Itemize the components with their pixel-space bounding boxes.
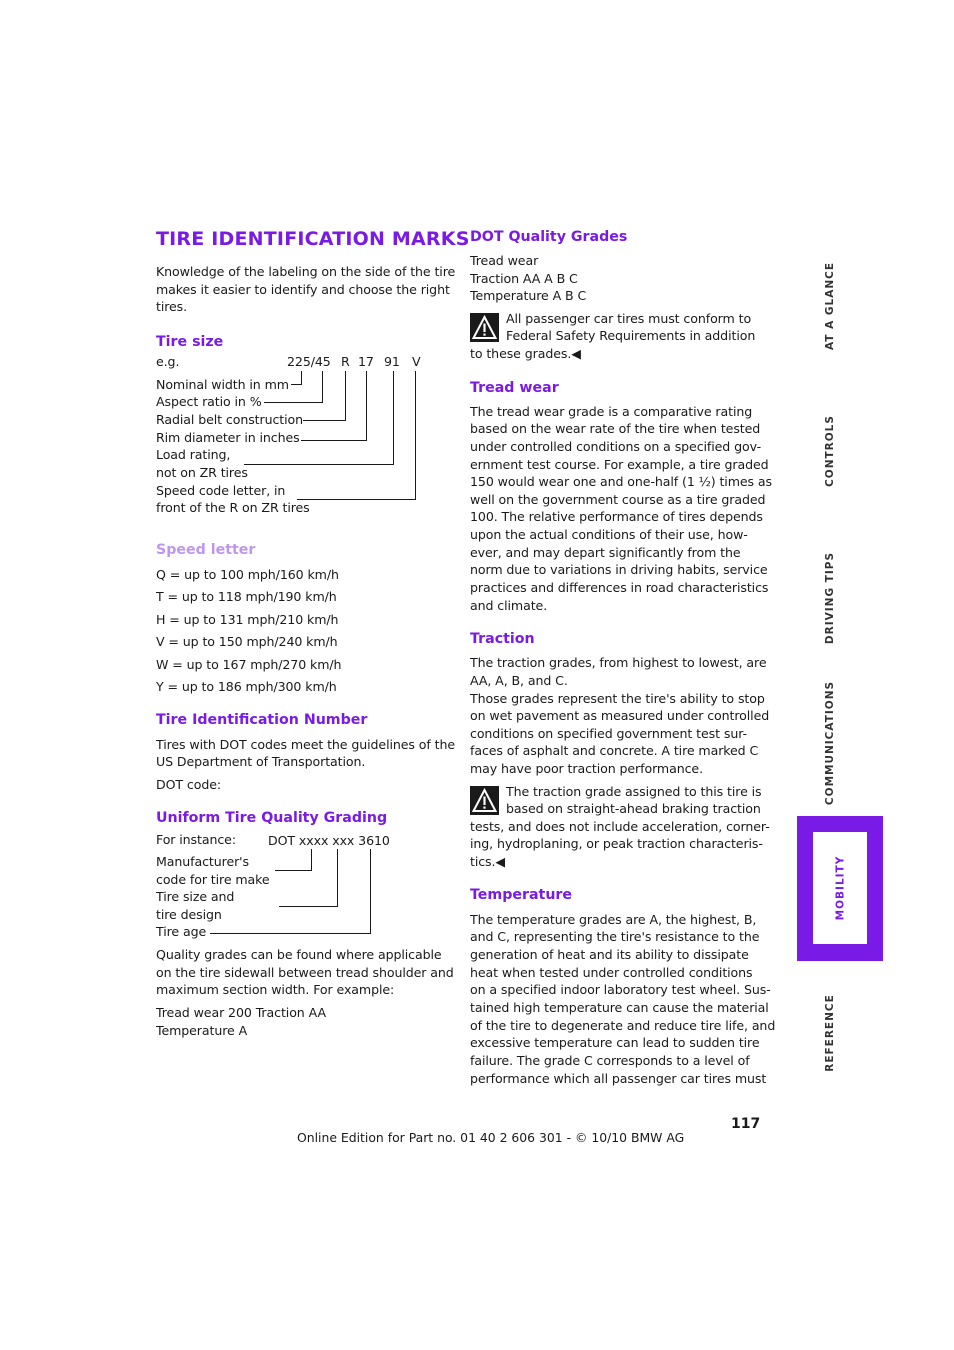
label-aspect-ratio: Aspect ratio in % (156, 394, 262, 409)
traction-warning-line: based on straight-ahead braking traction (506, 801, 761, 816)
speed-item: T = up to 118 mph/190 km/h (156, 589, 337, 604)
utqg-label: Tire age (156, 924, 207, 939)
tread-wear-line: norm due to variations in driving habits, service (470, 562, 768, 577)
utqg-for-instance: For instance: (156, 832, 236, 847)
tire-size-code-load: 91 (384, 354, 400, 369)
tread-wear-line: under controlled conditions on a specified gov- (470, 439, 762, 454)
page-number: 117 (731, 1116, 761, 1132)
tread-wear-line: The tread wear grade is a comparative rating (470, 404, 753, 419)
tire-size-code-rim: 17 (358, 354, 374, 369)
sidebar-tab-communications[interactable] (800, 678, 860, 808)
traction-line: AA, A, B, and C. (470, 673, 568, 688)
tread-wear-line: practices and differences in road characteristics (470, 580, 769, 595)
tread-wear-heading: Tread wear (470, 380, 559, 396)
tire-size-code-r: R (341, 354, 350, 369)
bracket-line (393, 371, 394, 465)
bracket-line (291, 384, 302, 385)
tin-heading: Tire Identification Number (156, 712, 368, 728)
utqg-label: tire design (156, 907, 222, 922)
bracket-line (366, 371, 367, 441)
temperature-line: on a specified indoor laboratory test wheel. Sus- (470, 982, 771, 997)
dot-code-label: DOT code: (156, 777, 222, 792)
bracket-line (303, 420, 346, 421)
bracket-line (297, 499, 416, 500)
temperature-line: generation of heat and its ability to dissipate (470, 947, 749, 962)
temperature-line: heat when tested under controlled conditions (470, 965, 753, 980)
traction-line: Those grades represent the tire's ability to stop (470, 691, 765, 706)
temperature-line: and C, representing the tire's resistance to the (470, 929, 760, 944)
tire-size-heading: Tire size (156, 334, 224, 350)
temperature-line: performance which all passenger car tires must (470, 1071, 767, 1086)
footer-text: Online Edition for Part no. 01 40 2 606 301 - © 10/10 BMW AG (297, 1130, 685, 1145)
label-load: Load rating, (156, 447, 231, 462)
dot-quality-line: Temperature A B C (470, 288, 587, 303)
sidebar-tab-label: CONTROLS (824, 415, 837, 487)
traction-warning-line: ing, hydroplaning, or peak traction characteris- (470, 836, 763, 851)
dot-quality-heading: DOT Quality Grades (470, 229, 628, 245)
tread-wear-line: upon the actual conditions of their use, how- (470, 527, 748, 542)
sidebar-tab-label: MOBILITY (834, 855, 846, 921)
temperature-line: The temperature grades are A, the highest, B, (470, 912, 757, 927)
warning-triangle-icon (470, 786, 499, 815)
dot-warning-line: All passenger car tires must conform to (506, 311, 752, 326)
traction-warning-line: tests, and does not include acceleration, corner- (470, 819, 770, 834)
speed-item: V = up to 150 mph/240 km/h (156, 634, 338, 649)
bracket-line (415, 371, 416, 500)
sidebar-tab-driving-tips[interactable] (800, 540, 860, 655)
tire-size-eg: e.g. (156, 354, 180, 369)
tin-line-2: US Department of Transportation. (156, 754, 366, 769)
bracket-line (370, 849, 371, 934)
tire-size-code-width: 225/45 (287, 354, 331, 369)
sidebar-tab-label: COMMUNICATIONS (824, 680, 836, 806)
speed-letter-heading: Speed letter (156, 542, 256, 558)
dot-quality-line: Traction AA A B C (470, 271, 578, 286)
sidebar-tab-mobility[interactable] (813, 832, 867, 944)
sidebar-tab-label: AT A GLANCE (824, 261, 837, 351)
utqg-para: maximum section width. For example: (156, 982, 395, 997)
bracket-line (301, 440, 367, 441)
sidebar-tab-label: DRIVING TIPS (824, 551, 837, 644)
label-speed-code-note: front of the R on ZR tires (156, 500, 310, 515)
intro-line-1: Knowledge of the labeling on the side of the tire (156, 264, 456, 279)
speed-item: H = up to 131 mph/210 km/h (156, 612, 339, 627)
traction-line: faces of asphalt and concrete. A tire marked C (470, 743, 759, 758)
tread-wear-line: ernment test course. For example, a tire graded (470, 457, 769, 472)
tin-line-1: Tires with DOT codes meet the guidelines of the (156, 737, 455, 752)
traction-line: conditions on specified government test sur- (470, 726, 747, 741)
bracket-line (279, 906, 338, 907)
tread-wear-line: and climate. (470, 598, 548, 613)
tread-wear-line: 100. The relative performance of tires depends (470, 509, 763, 524)
intro-line-2: makes it easier to identify and choose the right (156, 282, 450, 297)
bracket-line (311, 849, 312, 871)
label-speed-code: Speed code letter, in (156, 483, 286, 498)
intro-line-3: tires. (156, 299, 188, 314)
traction-warning-line: tics.◀ (470, 854, 506, 869)
tire-size-code-speed: V (412, 354, 421, 369)
bracket-line (244, 464, 394, 465)
sidebar-tab-at-a-glance[interactable] (800, 246, 860, 366)
bracket-line (264, 402, 323, 403)
temperature-line: tained high temperature can cause the material (470, 1000, 769, 1015)
bracket-line (301, 371, 302, 385)
temperature-line: of the tire to degenerate and reduce tire life, and (470, 1018, 776, 1033)
utqg-label: Tire size and (156, 889, 235, 904)
sidebar-tab-label: REFERENCE (824, 993, 836, 1072)
label-load-note: not on ZR tires (156, 465, 248, 480)
speed-item: Y = up to 186 mph/300 km/h (156, 679, 337, 694)
utqg-dot-code: DOT xxxx xxx 3610 (268, 833, 390, 848)
temperature-heading: Temperature (470, 887, 573, 903)
speed-item: Q = up to 100 mph/160 km/h (156, 567, 339, 582)
traction-heading: Traction (470, 631, 535, 647)
temperature-line: failure. The grade C corresponds to a level of (470, 1053, 750, 1068)
sidebar-tab-reference[interactable] (800, 980, 860, 1085)
bracket-line (337, 849, 338, 907)
tread-wear-line: 150 would wear one and one-half (1 ½) times as (470, 474, 772, 489)
utqg-label: code for tire make (156, 872, 270, 887)
sidebar-tab-controls[interactable] (800, 396, 860, 506)
tread-wear-line: well on the government course as a tire graded (470, 492, 766, 507)
traction-line: may have poor traction performance. (470, 761, 703, 776)
label-rim: Rim diameter in inches (156, 430, 300, 445)
traction-line: The traction grades, from highest to lowest, are (470, 655, 767, 670)
tread-wear-line: based on the wear rate of the tire when tested (470, 421, 761, 436)
bracket-line (345, 371, 346, 421)
utqg-example: Temperature A (156, 1023, 248, 1038)
traction-warning-line: The traction grade assigned to this tire is (506, 784, 762, 799)
utqg-example: Tread wear 200 Traction AA (156, 1005, 326, 1020)
bracket-line (322, 371, 323, 403)
page-title: TIRE IDENTIFICATION MARKS (156, 228, 470, 250)
bracket-line (210, 933, 371, 934)
dot-quality-line: Tread wear (470, 253, 539, 268)
label-radial: Radial belt construction (156, 412, 304, 427)
dot-warning-line: to these grades.◀ (470, 346, 581, 361)
temperature-line: excessive temperature can lead to sudden tire (470, 1035, 760, 1050)
speed-item: W = up to 167 mph/270 km/h (156, 657, 342, 672)
utqg-para: on the tire sidewall between tread shoulder and (156, 965, 454, 980)
utqg-para: Quality grades can be found where applicable (156, 947, 442, 962)
utqg-heading: Uniform Tire Quality Grading (156, 810, 388, 826)
tread-wear-line: ever, and may depart significantly from the (470, 545, 741, 560)
bracket-line (275, 870, 312, 871)
warning-triangle-icon (470, 313, 499, 342)
dot-warning-line: Federal Safety Requirements in addition (506, 328, 756, 343)
label-nominal-width: Nominal width in mm (156, 377, 289, 392)
utqg-label: Manufacturer's (156, 854, 249, 869)
traction-line: on wet pavement as measured under controlled (470, 708, 770, 723)
